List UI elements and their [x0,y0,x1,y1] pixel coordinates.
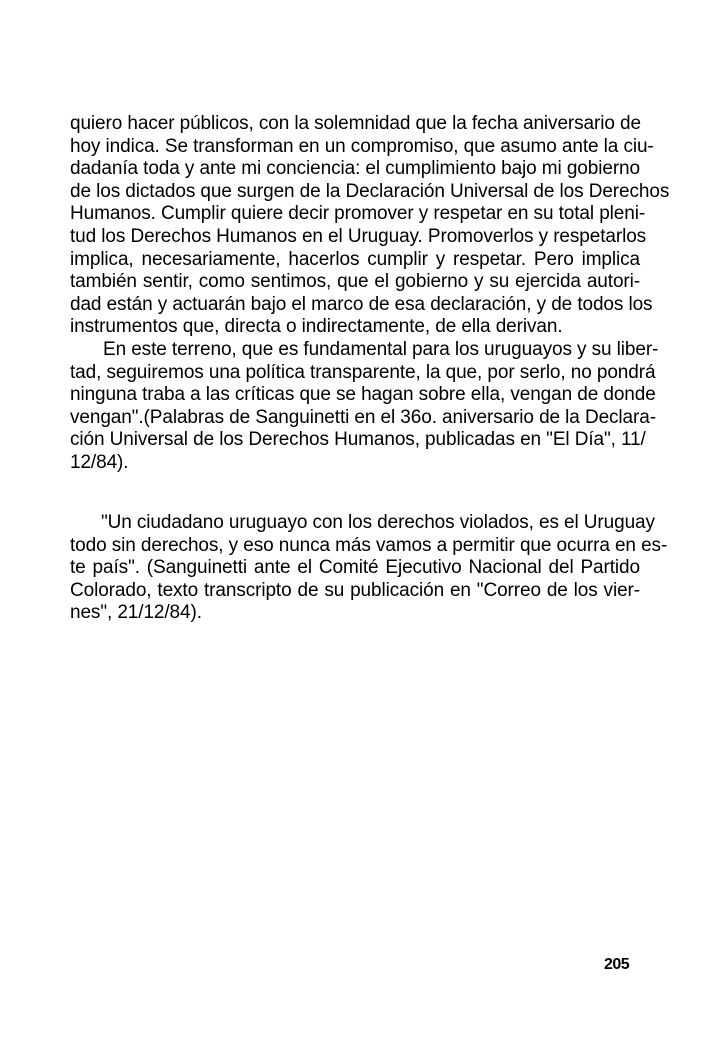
text-line: dadanía toda y ante mi conciencia: el cumplimiento bajo mi gobierno [70,158,640,180]
text-line: implica, necesariamente, hacerlos cumplir y respetar. Pero implica [70,248,640,270]
text-line: "Un ciudadano uruguayo con los derechos violados, es el Uruguay [101,512,655,533]
text-line: también sentir, como sentimos, que el gobierno y su ejercida autori- [70,271,640,293]
text-line: tud los Derechos Humanos en el Uruguay. Promoverlos y respetarlos [70,225,647,247]
text-line: vengan".(Palabras de Sanguinetti en el 36o. aniversario de la Declara- [70,406,656,428]
text-line: nes", 21/12/84). [70,602,202,624]
text-line: ninguna traba a las críticas que se hagan sobre ella, vengan de donde [70,384,656,406]
text-line: tad, seguiremos una política transparente, la que, por serlo, no pondrá [70,361,656,383]
text-line: Humanos. Cumplir quiere decir promover y respetar en su total pleni- [70,203,646,225]
text-line: 12/84). [70,451,129,473]
text-line: ción Universal de los Derechos Humanos, publicadas en "El Día", 11/ [70,429,646,451]
text-block-main [70,113,670,475]
page-number: 205 [604,956,630,973]
text-line: hoy indica. Se transforman en un compromiso, que asumo ante la ciu- [70,135,654,157]
text-line: todo sin derechos, y eso nunca más vamos a permitir que ocurra en es- [70,534,668,556]
text-line: En este terreno, que es fundamental para los uruguayos y su liber- [103,338,659,360]
text-line: quiero hacer públicos, con la solemnidad que la fecha aniversario de [70,113,641,134]
text-block-quote [70,512,668,625]
text-line: te país". (Sanguinetti ante el Comité Ejecutivo Nacional del Partido [70,557,640,579]
text-line: instrumentos que, directa o indirectamente, de ella derivan. [70,316,563,338]
text-line: Colorado, texto transcripto de su publicación en "Correo de los vier- [70,579,640,601]
text-line: dad están y actuarán bajo el marco de esa declaración, y de todos los [70,293,653,315]
text-line: de los dictados que surgen de la Declaración Universal de los Derechos [70,180,670,202]
